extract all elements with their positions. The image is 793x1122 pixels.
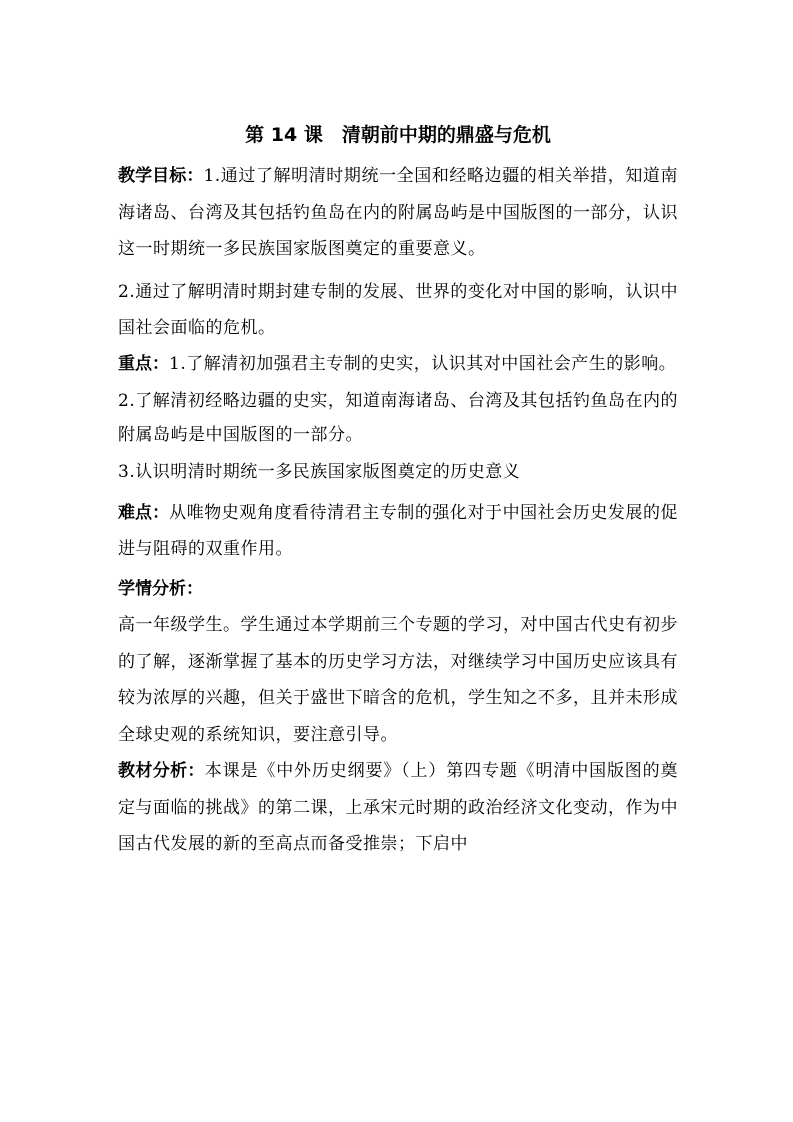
key-points-item-1-text: 1.了解清初加强君主专制的史实，认识其对中国社会产生的影响。 [169,353,677,374]
objectives-item-1-text: 1.通过了解明清时期统一全国和经略边疆的相关举措，知道南海诸岛、台湾及其包括钓鱼岛在内的附属岛屿是中国版图的一部分，认识这一时期统一多民族国家版图奠定的重要意义。 [118,166,679,259]
material-analysis-paragraph [118,753,678,863]
objectives-item-2: 2.通过了解明清时期封建专制的发展、世界的变化对中国的影响，认识中国社会面临的危机。 [118,281,678,338]
objectives-label: 教学目标： [118,166,204,186]
lesson-title: 第 14 课 清朝前中期的鼎盛与危机 [245,124,551,146]
student-analysis-label: 学情分析： [118,578,203,599]
difficulty-paragraph [118,495,678,568]
key-points-label: 重点： [118,353,169,374]
document-page [118,118,678,863]
key-points-item-3: 3.认识明清时期统一多民族国家版图奠定的历史意义 [118,461,521,482]
difficulty-label: 难点： [118,502,170,523]
material-analysis-text: 本课是《中外历史纲要》（上）第四专题《明清中国版图的奠定与面临的挑战》的第二课，上承宋元时期的政治经济文化变动，作为中国古代发展的新的至高点而备受推崇；下启中 [118,761,679,854]
difficulty-text: 从唯物史观角度看待清君主专制的强化对于中国社会历史发展的促进与阻碍的双重作用。 [118,502,679,559]
key-points-item-1 [118,347,678,381]
objectives-item-1 [118,158,678,268]
student-analysis-text: 高一年级学生。学生通过本学期前三个专题的学习，对中国古代史有初步的了解，逐渐掌握了基本的历史学习方法，对继续学习中国历史应该具有较为浓厚的兴趣，但关于盛世下暗含的危机，学生知之不多，且并未形成全球史观的系统知识，要注意引导。 [118,615,678,745]
key-points-item-2: 2.了解清初经略边疆的史实，知道南海诸岛、台湾及其包括钓鱼岛在内的附属岛屿是中国版图的一部分。 [118,390,678,445]
material-analysis-label: 教材分析： [118,761,205,781]
student-analysis-heading [118,571,678,608]
